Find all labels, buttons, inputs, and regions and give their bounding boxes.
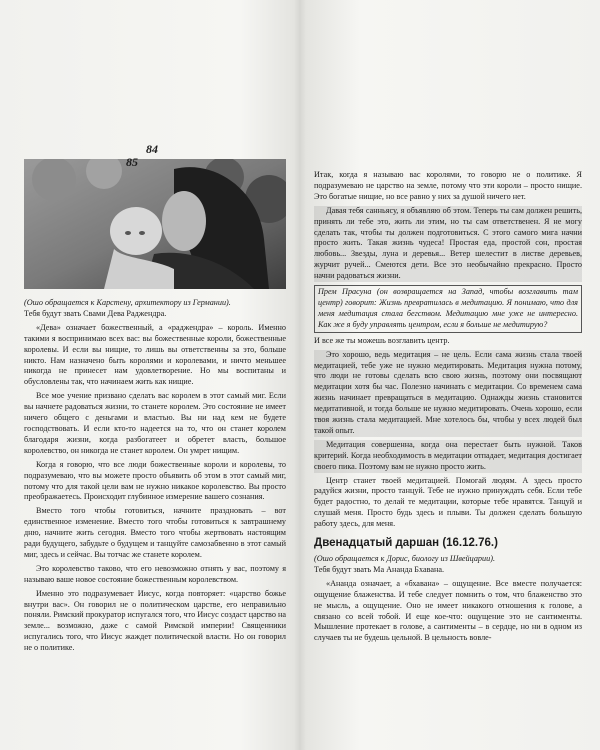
paragraph: И все же ты можешь возглавить центр. xyxy=(314,335,450,345)
paragraph: Центр станет твоей медитацией. Помогай людям. А здесь просто радуйся жизни, просто танцуй. Тебе не нужно принуждать себя. Если тебе будет радостно, то делай те медитации, которые тебе нравятся. Танцуй и слушай меня. Просто будь здесь и плыви. Ты должен сделать большую работу здесь, для меня. xyxy=(314,475,582,529)
page-number-left: 84 xyxy=(146,142,158,156)
paragraph: Это хорошо, ведь медитация – не цель. Если сама жизнь стала твоей медитацией, тебе уже не нужно медитировать. Медитация нужна потому, что люди не готовы сделать всю свою жизнь, поэтому они посвящают медитации хотя бы час. Полезно начинать с медитации. Со временем сама жизнь начинает превращаться в медитацию. Однажды жизнь становится медитативной, и тогда больше не нужно медитировать. Очень хорошо, если твоя жизнь стала медитацией. Мне хотелось бы, чтобы у всех людей был такой опыт. xyxy=(314,349,582,435)
caption: (Ошо обращается к Дорис, биологу из Швейцарии). xyxy=(314,554,495,563)
paragraph: Именно это подразумевает Иисус, когда повторяет: «царство божье внутри вас». Он говорил не о политическом царстве, его неправильно поняли. Римский прокуратор испугался того, что Иисус создаст царство на земле... возможно, даже с самой Римской империи! Священники испугались того, что Иисус жаждет политической власти. Но он говорил не о политике. xyxy=(24,588,286,653)
paragraph: «Ананда означает, а «бхавана» – ощущение. Все вместе получается: ощущение блаженства. И тебе следует помнить о том, что блаженство это не мысль, а ощущение. Оно не имеет никакого отношения к голове, а связано со всей тобой. И еще кое-что: ощущение это не сантименты. Мышление протекает в голове, а сантименты – в сердце, но ни в одном из случаев ты не будешь цельной. В цельность вовле- xyxy=(314,578,582,643)
paragraph: Медитация совершенна, когда она перестает быть нужной. Таков критерий. Когда необходимость в медитации отпадает, медитация достигает своего пика. Поэтому вам не нужно просто жить. xyxy=(314,439,582,471)
paragraph: Когда я говорю, что все люди божественные короли и королевы, то подразумеваю, что вы можете просто объявить об этом в этот самый миг, потому что для такой цели вам не нужно никакое королевство. Вы просто преображаетесь. Происходит глубинное измерение вашего сознания. xyxy=(24,459,286,502)
paragraph: Давая тебя санньясу, я объявляю об этом. Теперь ты сам должен решить, принять ли тебе это, жить ли этим, но ты сам ответственен. Я не могу сделать так, чтобы ты должен подготовиться. С этого самого мига начни просто жить. Такая жизнь чудеса! Простая еда, простой сон, простая любовь... Звезды, луна и деревья... Ветер шелестит в листве деревьев, журчит ручей... Смеются дети. Все это необычайно прекрасно. Просто начни радоваться жизни. xyxy=(314,205,582,281)
paragraph: Тебя будут звать Свами Дева Раджендра. xyxy=(24,308,167,318)
paragraph: Итак, когда я называю вас королями, то говорю не о политике. Я подразумеваю не царство на земле, потому что эти короли – просто нищие. Это богатые нищие, но все равно у них за душой ничего нет. xyxy=(314,170,582,201)
question-text: Прем Прасуна (он возвращается на Запад, чтобы возглавить там центр) говорит: Жизнь превратилась в медитацию. Я понимаю, что для меня медитация стала бегством. Медитацию мне уже не интересно. Как же я буду управлять центром, если я больше не медитирую? xyxy=(318,287,578,329)
paragraph: Это королевство таково, что его невозможно отнять у вас, поэтому я называю ваше новое состояние божественным королевством. xyxy=(24,563,286,584)
photo-illustration xyxy=(24,159,286,289)
section-heading: Двенадцатый даршан (16.12.76.) xyxy=(314,537,498,550)
paragraph: Вместо того чтобы готовиться, начните праздновать – вот единственное изменение. Вместо того чтобы готовиться к завтрашнему дню, начните жить сегодня. Вместо того чтобы жертвовать настоящим ради будущего, забудьте о будущем и танцуйте самозабвенно в этот самый миг, здесь и сейчас. Вы тотчас же станете королем. xyxy=(24,506,286,559)
right-text-column xyxy=(314,170,582,644)
question-box xyxy=(314,285,582,333)
left-text-column xyxy=(24,298,286,654)
caption: (Ошо обращается к Карстену, архитектору из Германии). xyxy=(24,298,231,307)
paragraph: Все мое учение призвано сделать вас королем в этот самый миг. Если вы начнете радоваться жизни, то станете королем. Это состояние не имеет ничего общего с деньгами и властью. Вы ни над кем не будете господствовать. И если кто-то надеется на то, что он станет королем благодаря жизни, когда разбогатеет и обретет власть, большое королевство, он никогда не станет королем. Он умрет нищим. xyxy=(24,391,286,455)
paragraph: «Дева» означает божественный, а «раджендра» – король. Именно такими я воспринимаю всех вас: вы божественные короли, божественные королевы. И если вы нищие, то лишь вы ответственны за это, больше никто. Нам назначено быть королями и королевами, и ничто меньшее никогда не принесет нам удовлетворение. Но мы воспитаны и обусловлены так, что начинаем жить как нищие. xyxy=(24,322,286,387)
paragraph: Тебя будут звать Ма Ананда Бхавана. xyxy=(314,564,445,574)
photo-mother-and-baby xyxy=(24,159,286,289)
page-number-right: 85 xyxy=(126,155,138,169)
